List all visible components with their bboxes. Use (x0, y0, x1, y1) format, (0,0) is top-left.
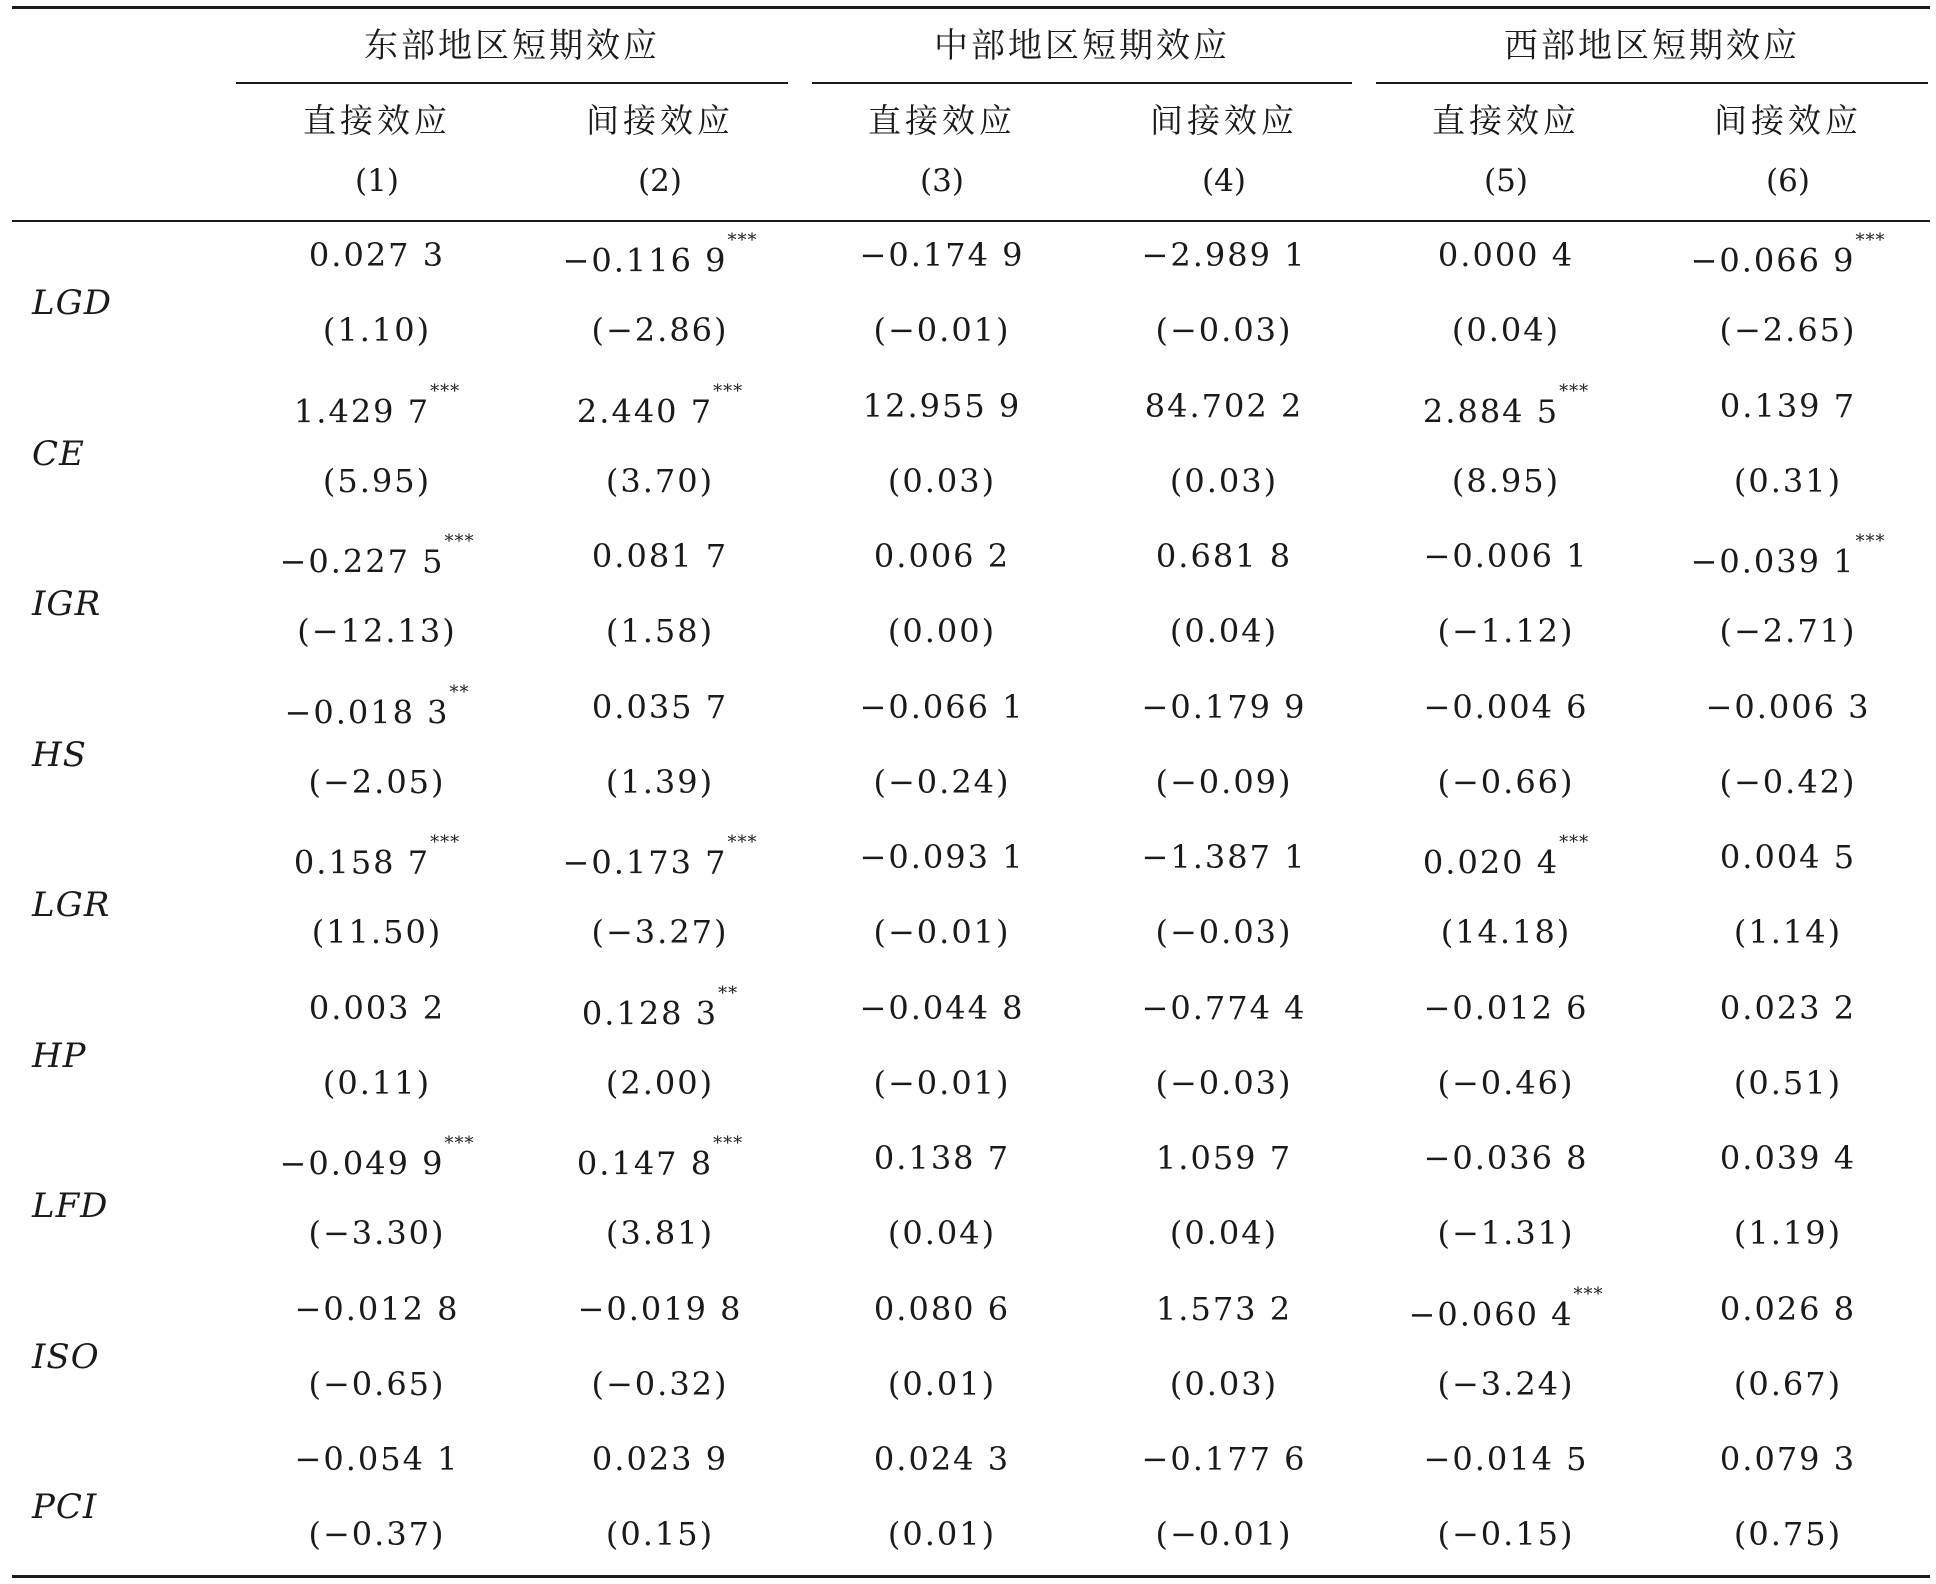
coefficient-cell (520, 832, 800, 882)
coefficient-value: −0.054 1 (294, 1440, 460, 1478)
coefficient-value: 84.702 2 (1144, 386, 1304, 425)
coefficient-cell (1084, 381, 1364, 431)
t-statistic-cell: (−2.65) (1719, 311, 1857, 349)
t-statistic-cell: (0.00) (887, 612, 997, 650)
coefficient-value: −2.989 1 (1141, 236, 1307, 274)
t-statistic-cell: (−3.24) (1437, 1364, 1575, 1403)
coefficient-cell (1648, 832, 1928, 882)
t-statistic-cell: (1.39) (605, 762, 715, 801)
t-statistic-cell: (−0.03) (1155, 913, 1293, 951)
coefficient-cell (1366, 832, 1646, 882)
t-statistic-cell: (1.10) (322, 311, 432, 349)
coefficient-cell (520, 531, 800, 581)
group-title-east: 东部地区短期效应 (364, 26, 660, 66)
coefficient-value: 0.006 2 (873, 537, 1011, 575)
significance-stars: *** (1573, 1283, 1604, 1305)
coefficient-cell (1366, 983, 1646, 1033)
coefficient-cell (520, 230, 800, 280)
coefficient-value: 0.023 9 (591, 1440, 729, 1478)
t-statistic-cell: (−0.01) (873, 1063, 1011, 1102)
coefficient-value: −0.006 1 (1423, 537, 1589, 575)
column-number: (1) (355, 163, 399, 199)
coefficient-value: −0.060 4 (1408, 1295, 1574, 1334)
coefficient-cell (237, 230, 517, 280)
row-variable-label: LGD (32, 283, 112, 323)
t-statistic-cell: (0.03) (1169, 1364, 1279, 1403)
t-statistic-cell: (0.01) (887, 1515, 997, 1553)
column-number: (2) (638, 163, 682, 199)
t-statistic-cell: (−0.01) (1155, 1515, 1293, 1553)
t-statistic-cell: (−0.03) (1155, 1063, 1293, 1102)
coefficient-value: 0.138 7 (873, 1139, 1011, 1177)
coefficient-cell (1084, 1133, 1364, 1183)
coefficient-cell (1648, 230, 1928, 280)
coefficient-value: −0.019 8 (577, 1289, 743, 1328)
significance-stars: *** (1855, 230, 1886, 251)
coefficient-cell (237, 531, 517, 581)
coefficient-cell (520, 1434, 800, 1484)
column-header: 直接效应 (868, 101, 1016, 140)
column-header: 间接效应 (586, 101, 734, 140)
coefficient-cell (1648, 531, 1928, 581)
coefficient-value: −0.173 7 (562, 843, 728, 882)
t-statistic-cell: (5.95) (322, 461, 432, 500)
coefficient-cell (1084, 1434, 1364, 1484)
coefficient-cell (520, 1284, 800, 1334)
significance-stars: *** (444, 531, 475, 552)
coefficient-value: 2.440 7 (576, 392, 714, 431)
coefficient-cell (1084, 983, 1364, 1033)
significance-stars: ** (449, 681, 470, 703)
t-statistic-cell: (−0.42) (1719, 762, 1857, 801)
coefficient-value: 12.955 9 (862, 386, 1022, 425)
coefficient-cell (520, 1133, 800, 1183)
significance-stars: *** (1855, 531, 1886, 552)
coefficient-cell (802, 983, 1082, 1033)
coefficient-cell (1366, 682, 1646, 732)
coefficient-value: −0.177 6 (1141, 1440, 1307, 1478)
coefficient-cell (802, 1133, 1082, 1183)
coefficient-value: −0.066 9 (1690, 241, 1856, 280)
coefficient-value: −1.387 1 (1141, 838, 1307, 876)
t-statistic-cell: (0.15) (605, 1515, 715, 1553)
coefficient-cell (1084, 832, 1364, 882)
coefficient-value: −0.004 6 (1423, 687, 1589, 726)
t-statistic-cell: (−2.86) (591, 311, 729, 349)
coefficient-cell (1366, 1434, 1646, 1484)
t-statistic-cell: (0.01) (887, 1364, 997, 1403)
coefficient-cell (802, 230, 1082, 280)
t-statistic-cell: (0.04) (1169, 1214, 1279, 1252)
t-statistic-cell: (−0.24) (873, 762, 1011, 801)
column-header: 间接效应 (1150, 101, 1298, 140)
coefficient-cell (802, 1284, 1082, 1334)
row-variable-label: HS (32, 734, 87, 775)
coefficient-value: −0.012 8 (294, 1289, 460, 1328)
coefficient-value: −0.036 8 (1423, 1139, 1589, 1177)
coefficient-cell (1648, 381, 1928, 431)
t-statistic-cell: (0.03) (1169, 461, 1279, 500)
t-statistic-cell: (−0.66) (1437, 762, 1575, 801)
t-statistic-cell: (11.50) (311, 913, 443, 951)
coefficient-value: −0.006 3 (1705, 687, 1871, 726)
coefficient-value: −0.044 8 (859, 988, 1025, 1027)
coefficient-cell (237, 381, 517, 431)
significance-stars: *** (713, 380, 744, 402)
coefficient-cell (802, 682, 1082, 732)
coefficient-value: 0.020 4 (1422, 843, 1560, 882)
coefficient-value: −0.012 6 (1423, 988, 1589, 1027)
t-statistic-cell: (0.03) (887, 461, 997, 500)
t-statistic-cell: (1.19) (1733, 1214, 1843, 1252)
coefficient-value: 0.080 6 (873, 1289, 1011, 1328)
coefficient-value: 1.429 7 (293, 392, 431, 431)
coefficient-cell (1366, 230, 1646, 280)
row-variable-label: CE (32, 433, 85, 474)
coefficient-cell (1648, 983, 1928, 1033)
significance-stars: *** (1559, 380, 1590, 402)
coefficient-cell (237, 682, 517, 732)
coefficient-cell (1084, 531, 1364, 581)
t-statistic-cell: (0.11) (322, 1063, 432, 1102)
coefficient-value: 0.139 7 (1719, 386, 1857, 425)
coefficient-cell (1084, 230, 1364, 280)
coefficient-cell (237, 983, 517, 1033)
coefficient-value: 0.039 4 (1719, 1139, 1857, 1177)
coefficient-value: −0.039 1 (1690, 542, 1856, 581)
significance-stars: *** (713, 1133, 744, 1154)
coefficient-value: −0.014 5 (1423, 1440, 1589, 1478)
group-rule-east (236, 82, 788, 84)
group-title-central: 中部地区短期效应 (934, 26, 1230, 66)
t-statistic-cell: (−3.30) (308, 1214, 446, 1252)
coefficient-cell (520, 682, 800, 732)
coefficient-cell (520, 983, 800, 1033)
coefficient-value: 0.004 5 (1719, 838, 1857, 876)
coefficient-value: 0.000 4 (1437, 236, 1575, 274)
coefficient-cell (1366, 531, 1646, 581)
column-number: (4) (1202, 163, 1246, 199)
t-statistic-cell: (−12.13) (297, 612, 457, 650)
coefficient-value: 0.003 2 (308, 988, 446, 1027)
t-statistic-cell: (0.67) (1733, 1364, 1843, 1403)
coefficient-value: −0.179 9 (1141, 687, 1307, 726)
t-statistic-cell: (−1.12) (1437, 612, 1575, 650)
coefficient-value: 0.128 3 (581, 994, 719, 1033)
coefficient-cell (1648, 1133, 1928, 1183)
coefficient-value: −0.116 9 (562, 241, 728, 280)
column-number: (6) (1766, 163, 1810, 199)
coefficient-value: 0.026 8 (1719, 1289, 1857, 1328)
row-variable-label: IGR (32, 584, 102, 624)
table-bottom-rule (12, 1575, 1930, 1578)
coefficient-value: 0.024 3 (873, 1440, 1011, 1478)
row-variable-label: ISO (32, 1336, 100, 1377)
t-statistic-cell: (0.51) (1733, 1063, 1843, 1102)
t-statistic-cell: (0.31) (1733, 461, 1843, 500)
coefficient-cell (1366, 1133, 1646, 1183)
t-statistic-cell: (−0.01) (873, 913, 1011, 951)
significance-stars: *** (430, 832, 461, 853)
coefficient-cell (1366, 381, 1646, 431)
coefficient-value: 0.027 3 (308, 236, 446, 274)
t-statistic-cell: (−0.09) (1155, 762, 1293, 801)
column-header: 间接效应 (1714, 101, 1862, 140)
t-statistic-cell: (−0.15) (1437, 1515, 1575, 1553)
coefficient-cell (1648, 682, 1928, 732)
coefficient-cell (802, 531, 1082, 581)
coefficient-cell (802, 381, 1082, 431)
coefficient-cell (237, 1434, 517, 1484)
column-header: 直接效应 (1432, 101, 1580, 140)
t-statistic-cell: (1.14) (1733, 913, 1843, 951)
t-statistic-cell: (−0.46) (1437, 1063, 1575, 1102)
significance-stars: ** (718, 982, 739, 1004)
t-statistic-cell: (3.70) (605, 461, 715, 500)
table-header-rule (12, 220, 1930, 222)
row-variable-label: HP (32, 1035, 87, 1076)
coefficient-value: −0.066 1 (859, 687, 1025, 726)
coefficient-cell (1648, 1284, 1928, 1334)
column-number: (5) (1484, 163, 1528, 199)
significance-stars: *** (430, 380, 461, 402)
coefficient-cell (802, 1434, 1082, 1484)
coefficient-value: −0.093 1 (859, 838, 1025, 876)
coefficient-value: 0.035 7 (591, 687, 729, 726)
coefficient-value: 0.023 2 (1719, 988, 1857, 1027)
t-statistic-cell: (0.04) (887, 1214, 997, 1252)
t-statistic-cell: (−0.01) (873, 311, 1011, 349)
t-statistic-cell: (3.81) (605, 1214, 715, 1252)
t-statistic-cell: (−0.03) (1155, 311, 1293, 349)
coefficient-value: 0.081 7 (591, 537, 729, 575)
coefficient-cell (802, 832, 1082, 882)
coefficient-value: −0.049 9 (279, 1144, 445, 1183)
column-header: 直接效应 (303, 101, 451, 140)
row-variable-label: PCI (32, 1487, 98, 1527)
t-statistic-cell: (−1.31) (1437, 1214, 1575, 1252)
coefficient-cell (237, 1133, 517, 1183)
group-rule-central (812, 82, 1352, 84)
coefficient-value: 1.573 2 (1155, 1289, 1293, 1328)
t-statistic-cell: (2.00) (605, 1063, 715, 1102)
group-title-west: 西部地区短期效应 (1504, 26, 1800, 66)
coefficient-value: 0.681 8 (1155, 537, 1293, 575)
column-number: (3) (920, 163, 964, 199)
coefficient-cell (237, 1284, 517, 1334)
t-statistic-cell: (8.95) (1451, 461, 1561, 500)
coefficient-cell (520, 381, 800, 431)
row-variable-label: LFD (32, 1186, 109, 1226)
coefficient-value: −0.018 3 (284, 693, 450, 732)
coefficient-value: 0.158 7 (293, 843, 431, 882)
significance-stars: *** (727, 230, 758, 251)
t-statistic-cell: (0.75) (1733, 1515, 1843, 1553)
t-statistic-cell: (0.04) (1169, 612, 1279, 650)
coefficient-cell (1366, 1284, 1646, 1334)
table-top-rule (12, 6, 1930, 9)
significance-stars: *** (444, 1133, 475, 1154)
significance-stars: *** (1559, 832, 1590, 853)
coefficient-value: −0.227 5 (279, 542, 445, 581)
coefficient-value: 2.884 5 (1422, 392, 1560, 431)
t-statistic-cell: (−2.05) (308, 762, 446, 801)
coefficient-value: 1.059 7 (1155, 1139, 1293, 1177)
t-statistic-cell: (−2.71) (1719, 612, 1857, 650)
coefficient-value: −0.774 4 (1141, 988, 1307, 1027)
group-rule-west (1376, 82, 1928, 84)
t-statistic-cell: (−0.37) (308, 1515, 446, 1553)
t-statistic-cell: (0.04) (1451, 311, 1561, 349)
coefficient-cell (1084, 1284, 1364, 1334)
t-statistic-cell: (−0.65) (308, 1364, 446, 1403)
coefficient-cell (237, 832, 517, 882)
significance-stars: *** (727, 832, 758, 853)
coefficient-value: 0.147 8 (576, 1144, 714, 1183)
coefficient-cell (1084, 682, 1364, 732)
coefficient-value: 0.079 3 (1719, 1440, 1857, 1478)
t-statistic-cell: (−0.32) (591, 1364, 729, 1403)
coefficient-value: −0.174 9 (859, 236, 1025, 274)
t-statistic-cell: (−3.27) (591, 913, 729, 951)
coefficient-cell (1648, 1434, 1928, 1484)
t-statistic-cell: (14.18) (1440, 913, 1572, 951)
row-variable-label: LGR (32, 885, 111, 925)
t-statistic-cell: (1.58) (605, 612, 715, 650)
